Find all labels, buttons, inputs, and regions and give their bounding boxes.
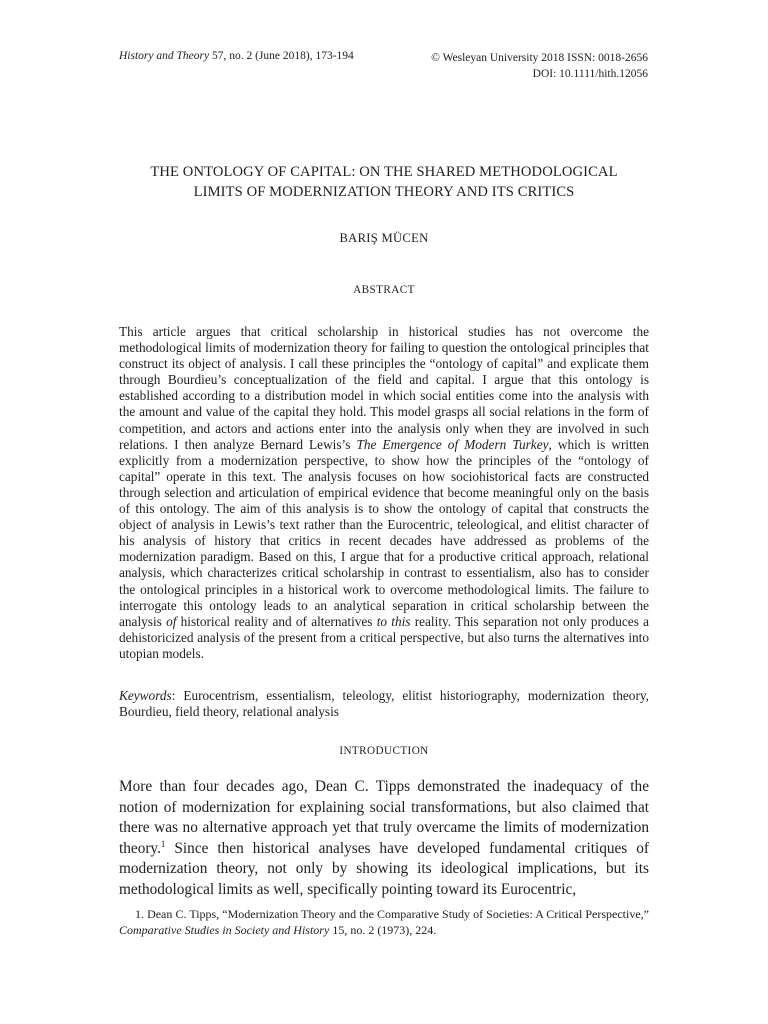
running-header-citation	[119, 50, 354, 62]
emphasis-to-this: to this	[376, 613, 411, 629]
title-line-1: THE ONTOLOGY OF CAPITAL: ON THE SHARED METHODOLOGICAL	[150, 164, 618, 180]
abstract-heading: ABSTRACT	[353, 284, 415, 296]
abstract-part-1: This article argues that critical scholarship in historical studies has not overcome the methodological limits of modernization theory for failing to question the ontological principles that construct its object of analysis. I call these principles the “ontology of capital” and explicate them through Bourdieu’s conceptualization of the field and capital. I argue that this ontology is established according to a distribution model in which social entities come into the analysis with the amount and value of the capital they hold. This model grasps all social relations in the form of competition, and actors and actions enter into the analysis only when they are involved in such relations. I then analyze Bernard Lewis’s	[119, 324, 649, 452]
article-title	[119, 162, 649, 202]
footnote-part-2: 15, no. 2 (1973), 224.	[329, 923, 437, 937]
intro-part-1: More than four decades ago, Dean C. Tipps demonstrated the inadequacy of the notion of modernization for explaining social transformations, but also claimed that there was no alternative approach yet that truly overcame the limits of modernization theory.	[119, 778, 649, 857]
running-header-rights	[431, 50, 648, 82]
abstract-part-3: historical reality and of alternatives	[176, 613, 377, 629]
book-title: The Emergence of Modern Turkey	[356, 436, 549, 452]
introduction-heading: INTRODUCTION	[339, 745, 429, 757]
introduction-text	[119, 777, 649, 901]
keywords	[119, 688, 649, 720]
footnote-journal: Comparative Studies in Society and History	[119, 923, 330, 937]
abstract-part-2: , which is written explicitly from a modernization perspective, to show how the principles of the “ontology of capital” operate in this text. The analysis focuses on how sociohistorical facts are constructed through selection and articulation of empirical evidence that become meaningful only on the basis of this ontology. The aim of this analysis is to show the ontology of capital that constructs the object of analysis in Lewis’s text rather than the Eurocentric, teleological, and elitist character of his analysis of history that critics in recent decades have addressed as problems of the modernization paradigm. Based on this, I argue that for a productive critical approach, relational analysis, which characterizes critical scholarship in contrast to essentialism, also has to consider the ontological principles in a historical work to overcome methodological limits. The failure to interrogate this ontology leads to an analytical separation in critical scholarship between the analysis	[119, 436, 650, 629]
title-line-2: LIMITS OF MODERNIZATION THEORY AND ITS CRITICS	[193, 184, 575, 200]
footnote-part-1: 1. Dean C. Tipps, “Modernization Theory and the Comparative Study of Societies: A Critical Perspective,”	[135, 907, 649, 921]
author-name: BARIŞ MÜCEN	[339, 231, 429, 245]
keywords-list: : Eurocentrism, essentialism, teleology, elitist historiography, modernization theory, Bourdieu, field theory, relational analysis	[119, 688, 649, 720]
copyright-line: © Wesleyan University 2018 ISSN: 0018-2656	[431, 52, 648, 64]
abstract-part-4: reality. This separation not only produces a dehistoricized analysis of the present from a critical perspective, but also turns the alternatives into utopian models.	[119, 613, 649, 661]
intro-part-2: Since then historical analyses have developed fundamental critiques of modernization theory, not only by showing its ideological implications, but its methodological limits as well, specifically pointing toward its Eurocentric,	[119, 839, 649, 898]
keywords-label: Keywords	[119, 688, 172, 703]
emphasis-of: of	[166, 613, 177, 629]
abstract-text	[119, 324, 649, 662]
doi-line[interactable]: DOI: 10.1111/hith.12056	[532, 68, 648, 80]
footnote-ref[interactable]: 1	[160, 838, 166, 849]
issue-citation: 57, no. 2 (June 2018), 173-194	[211, 50, 354, 62]
footnote-1	[119, 906, 649, 938]
journal-name: History and Theory	[119, 50, 210, 62]
